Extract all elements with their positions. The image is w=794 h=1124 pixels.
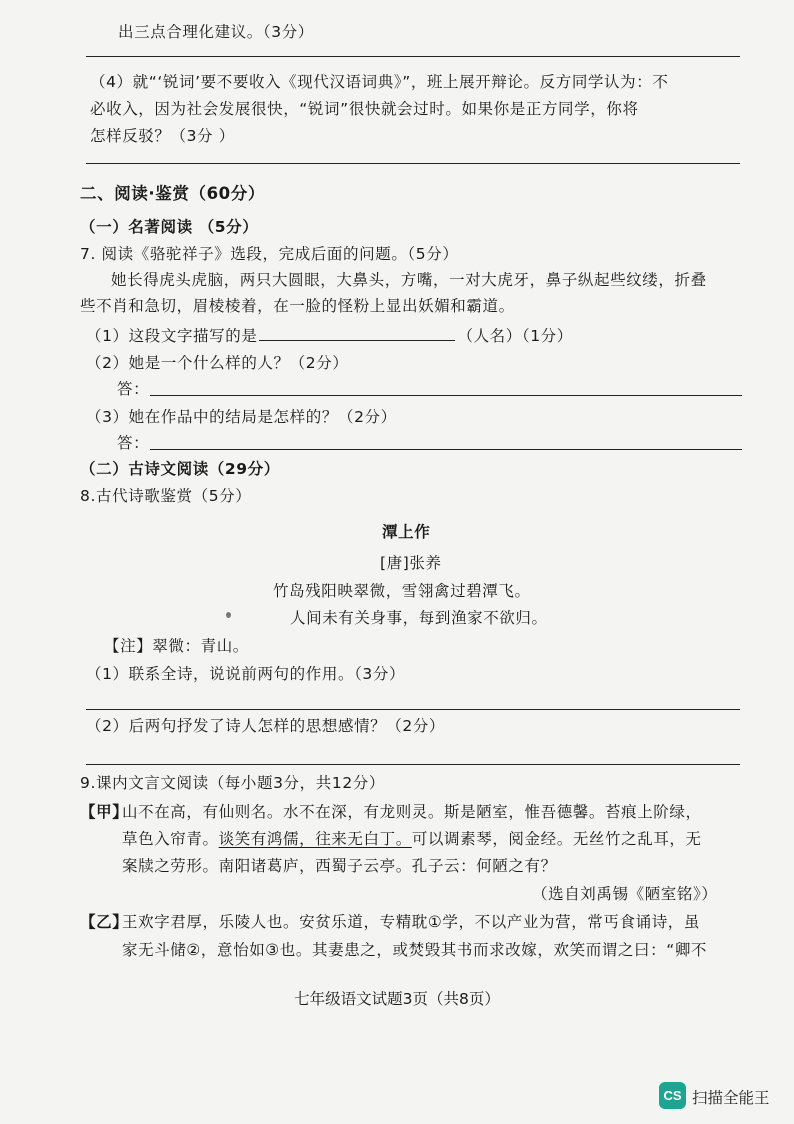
q7-sub1-suffix: （人名）（1分） <box>457 327 573 345</box>
q9-stem: 9.课内文言文阅读（每小题3分，共12分） <box>80 774 385 792</box>
q8-stem: 8.古代诗歌鉴赏（5分） <box>80 487 252 505</box>
answer-line[interactable] <box>86 163 740 164</box>
part2-title: （二）古诗文阅读（29分） <box>80 460 280 478</box>
jia-label: 【甲】 <box>80 803 129 821</box>
poem-note: 【注】翠微：青山。 <box>104 637 249 655</box>
q7-sub1 <box>86 326 573 346</box>
q7-passage-line2: 些不肖和急切，眉棱棱着，在一脸的怪粉上显出妖媚和霸道。 <box>80 297 515 315</box>
jia-line1: 山不在高，有仙则名。水不在深，有龙则灵。斯是陋室，惟吾德馨。苔痕上阶绿， <box>122 803 702 821</box>
answer-line[interactable] <box>150 449 742 450</box>
answer-line[interactable] <box>86 56 740 57</box>
page-footer: 七年级语文试题3页（共8页） <box>294 990 500 1008</box>
jia-line2 <box>122 829 702 849</box>
q4-line2: 必收入，因为社会发展很快，“锐词”很快就会过时。如果你是正方同学，你将 <box>90 100 639 118</box>
q7-sub1-prefix: （1）这段文字描写的是 <box>86 327 258 345</box>
yi-line2: 家无斗储②，意怡如③也。其妻患之，或焚毁其书而求改嫁，欢笑而谓之曰：“卿不 <box>122 941 708 959</box>
q8-sub1: （1）联系全诗，说说前两句的作用。（3分） <box>86 665 406 683</box>
answer-label: 答： <box>117 434 150 452</box>
q7-sub2: （2）她是一个什么样的人？（2分） <box>86 354 349 372</box>
q4-line1: （4）就“‘锐词’要不要收入《现代汉语词典》”，班上展开辩论。反方同学认为：不 <box>90 73 669 91</box>
poem-title: 潭上作 <box>382 523 431 541</box>
name-blank[interactable] <box>259 326 455 341</box>
yi-label: 【乙】 <box>80 913 129 931</box>
part1-title: （一）名著阅读 （5分） <box>80 218 259 236</box>
answer-line[interactable] <box>150 395 742 396</box>
poem-line2: 人间未有关身事，每到渔家不欲归。 <box>290 609 548 627</box>
q4-line3: 怎样反驳？（3分 ） <box>90 127 235 145</box>
q3-tail: 出三点合理化建议。（3分） <box>118 23 314 41</box>
yi-line1: 王欢字君厚，乐陵人也。安贫乐道，专精耽①学，不以产业为营，常丐食诵诗，虽 <box>122 913 700 931</box>
jia-underlined-sentence: 谈笑有鸿儒，往来无白丁。 <box>218 830 412 848</box>
jia-source: （选自刘禹锡《陋室铭》） <box>532 885 718 903</box>
poem-author: [唐]张养 <box>380 554 442 572</box>
camscanner-name: 扫描全能王 <box>692 1089 770 1107</box>
q7-sub3: （3）她在作品中的结局是怎样的？（2分） <box>86 408 397 426</box>
q8-sub2: （2）后两句抒发了诗人怎样的思想感情？（2分） <box>86 717 446 735</box>
jia-line3: 案牍之劳形。南阳诸葛庐，西蜀子云亭。孔子云：何陋之有？ <box>122 857 557 875</box>
camscanner-logo: CS <box>659 1082 686 1109</box>
section-title: 二、阅读·鉴赏（60分） <box>80 184 265 203</box>
scan-speck <box>226 612 231 618</box>
jia-line2-a: 草色入帘青。 <box>122 830 219 848</box>
q7-passage-line1: 她长得虎头虎脑，两只大圆眼，大鼻头，方嘴，一对大虎牙，鼻子纵起些纹缕，折叠 <box>111 271 707 289</box>
poem-line1: 竹岛残阳映翠微，雪翎禽过碧潭飞。 <box>273 582 531 600</box>
answer-label: 答： <box>117 380 150 398</box>
answer-line[interactable] <box>86 764 740 765</box>
q7-stem: 7. 阅读《骆驼祥子》选段，完成后面的问题。（5分） <box>80 245 459 263</box>
answer-line[interactable] <box>86 709 740 710</box>
jia-line2-b: 可以调素琴，阅金经。无丝竹之乱耳，无 <box>411 830 702 848</box>
